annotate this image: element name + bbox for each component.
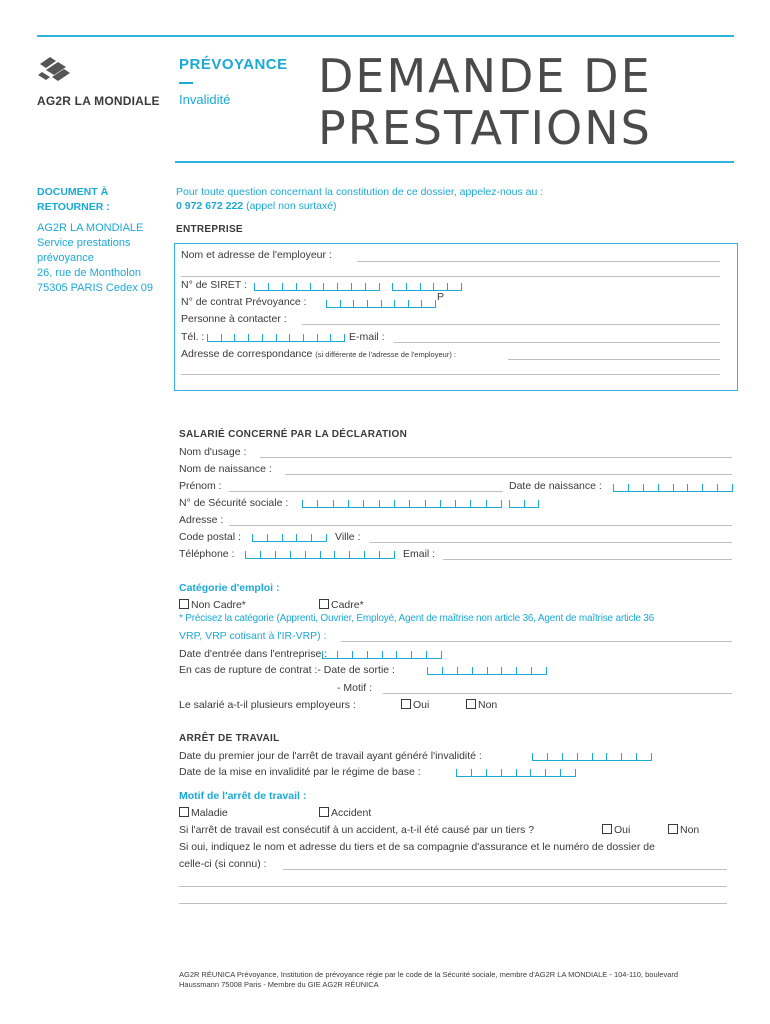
corr-address-field[interactable] (508, 359, 720, 360)
motif-arret-title: Motif de l'arrêt de travail : (179, 790, 307, 802)
address-field[interactable] (229, 525, 732, 526)
employer-name-label: Nom et adresse de l'employeur : (181, 249, 332, 261)
address-line: 26, rue de Montholon (37, 267, 141, 279)
footer-line2: Haussmann 75008 Paris - Membre du GIE AG2R RÉUNICA (179, 980, 379, 989)
third-party-field-3[interactable] (179, 903, 727, 904)
section-title-entreprise: ENTREPRISE (176, 224, 243, 235)
return-heading-line2: RETOURNER : (37, 201, 110, 213)
phone-note: (appel non surtaxé) (243, 200, 337, 212)
postal-code-field[interactable] (252, 534, 327, 542)
multi-employers-non[interactable] (466, 699, 497, 711)
corr-address-note: (si différente de l'adresse de l'employeur) : (315, 350, 456, 359)
contact-label: Personne à contacter : (181, 313, 287, 325)
address-label: Adresse : (179, 514, 224, 526)
birth-name-field[interactable] (285, 474, 732, 475)
third-party-field[interactable] (283, 869, 727, 870)
third-party-oui[interactable] (602, 824, 630, 836)
entry-date-label: Date d'entrée dans l'entreprise : (179, 648, 328, 660)
corr-address-text: Adresse de correspondance (181, 348, 313, 360)
third-party-non[interactable] (668, 824, 699, 836)
email-field[interactable] (394, 342, 720, 343)
multi-employers-oui-checkbox[interactable] (401, 699, 411, 709)
top-rule (37, 35, 734, 37)
oui-label: Oui (413, 699, 430, 711)
salarie-email-field[interactable] (443, 559, 732, 560)
non-cadre-option[interactable] (179, 599, 246, 611)
multi-employers-label: Le salarié a-t-il plusieurs employeurs : (179, 699, 356, 711)
rupture-label: En cas de rupture de contrat :- Date de sortie : (179, 664, 395, 676)
employer-address-field[interactable] (181, 276, 720, 277)
third-party-field-2[interactable] (179, 886, 727, 887)
header-bottom-rule (175, 161, 734, 163)
section-title-arret: ARRÊT DE TRAVAIL (179, 733, 280, 744)
section-title-salarie: SALARIÉ CONCERNÉ PAR LA DÉCLARATION (179, 429, 408, 440)
page-title-line1: DEMANDE DE (318, 49, 652, 103)
city-label: Ville : (335, 531, 361, 543)
contract-label: N° de contrat Prévoyance : (181, 296, 307, 308)
brand-dash (179, 82, 193, 84)
siret-nic-field[interactable] (392, 283, 462, 291)
third-party-oui-checkbox[interactable] (602, 824, 612, 834)
category-note-line1: * Précisez la catégorie (Apprenti, Ouvrier, Employé, Agent de maîtrise non article 36, Agent de maîtrise article 36 (179, 613, 655, 624)
non-label: Non (478, 699, 498, 711)
accident-option[interactable] (319, 807, 371, 819)
usage-name-label: Nom d'usage : (179, 446, 247, 458)
phone-label: Téléphone : (179, 548, 235, 560)
phone-field[interactable] (245, 551, 395, 559)
first-name-field[interactable] (229, 491, 503, 492)
first-day-field[interactable] (532, 753, 652, 761)
corr-address-label (181, 348, 456, 360)
non-label: Non (680, 824, 700, 836)
cadre-checkbox[interactable] (319, 599, 329, 609)
page-title (318, 50, 652, 154)
ssn-field[interactable] (302, 500, 502, 508)
first-day-label: Date du premier jour de l'arrêt de travail ayant généré l'invalidité : (179, 750, 482, 762)
oui-label: Oui (614, 824, 631, 836)
siret-label: N° de SIRET : (181, 279, 247, 291)
tel-label: Tél. : (181, 331, 205, 343)
exit-date-field[interactable] (427, 667, 547, 675)
multi-employers-non-checkbox[interactable] (466, 699, 476, 709)
salarie-email-label: Email : (403, 548, 436, 560)
footer-line1: AG2R RÉUNICA Prévoyance, Institution de prévoyance régie par le code de la Sécurité sociale, membre d'AG2R LA MONDIALE - 104-110, boulevard (179, 970, 679, 979)
maladie-checkbox[interactable] (179, 807, 189, 817)
ssn-key-field[interactable] (509, 500, 539, 508)
city-field[interactable] (370, 542, 732, 543)
intro-text (176, 185, 736, 213)
category-note-line2: VRP, VRP cotisant à l'IR-VRP) : (179, 630, 327, 642)
cadre-label: Cadre* (331, 599, 364, 611)
entry-date-field[interactable] (322, 651, 442, 659)
motif-label: - Motif : (337, 682, 373, 694)
third-party-question: Si l'arrêt de travail est consécutif à un accident, a-t-il été causé par un tiers ? (179, 824, 535, 836)
contract-suffix: P (437, 291, 445, 303)
non-cadre-checkbox[interactable] (179, 599, 189, 609)
multi-employers-oui[interactable] (401, 699, 429, 711)
cadre-option[interactable] (319, 599, 364, 611)
contact-field[interactable] (302, 324, 720, 325)
return-heading-line1: DOCUMENT À (37, 186, 109, 198)
email-label: E-mail : (349, 331, 385, 343)
accident-checkbox[interactable] (319, 807, 329, 817)
postal-code-label: Code postal : (179, 531, 241, 543)
return-address-block (37, 185, 172, 296)
maladie-option[interactable] (179, 807, 228, 819)
invalidity-date-label: Date de la mise en invalidité par le régime de base : (179, 766, 421, 778)
birth-date-field[interactable] (613, 484, 733, 492)
page-title-line2: PRESTATIONS (318, 101, 652, 155)
motif-field[interactable] (383, 693, 732, 694)
birth-date-label: Date de naissance : (509, 480, 602, 492)
corr-address-field-2[interactable] (181, 374, 720, 375)
address-line: Service prestations (37, 237, 131, 249)
category-field[interactable] (341, 641, 732, 642)
phone-number: 0 972 672 222 (176, 200, 244, 212)
accident-label: Accident (331, 807, 372, 819)
maladie-label: Maladie (191, 807, 228, 819)
address-line: 75305 PARIS Cedex 09 (37, 282, 153, 294)
non-cadre-label: Non Cadre* (191, 599, 246, 611)
intro-line: Pour toute question concernant la constitution de ce dossier, appelez-nous au : (176, 186, 544, 198)
tel-field[interactable] (207, 334, 345, 342)
footer-legal (179, 970, 739, 990)
ssn-label: N° de Sécurité sociale : (179, 497, 289, 509)
logo-text: AG2R LA MONDIALE (37, 94, 160, 108)
third-party-details-line2: celle-ci (si connu) : (179, 858, 267, 870)
birth-name-label: Nom de naissance : (179, 463, 272, 475)
usage-name-field[interactable] (260, 457, 732, 458)
section-title-categorie: Catégorie d'emploi : (179, 582, 280, 594)
third-party-details-line1: Si oui, indiquez le nom et adresse du tiers et de sa compagnie d'assurance et le numéro de dossier de (179, 841, 655, 853)
employer-name-field[interactable] (357, 261, 720, 262)
brand-label: PRÉVOYANCE (179, 56, 288, 73)
company-logo (36, 56, 76, 88)
first-name-label: Prénom : (179, 480, 222, 492)
siret-field[interactable] (254, 283, 380, 291)
brand-subtitle: Invalidité (179, 92, 231, 107)
address-line: AG2R LA MONDIALE (37, 222, 144, 234)
third-party-non-checkbox[interactable] (668, 824, 678, 834)
address-line: prévoyance (37, 252, 94, 264)
logo-mark-icon (36, 56, 76, 88)
contract-field[interactable] (326, 300, 436, 308)
invalidity-date-field[interactable] (456, 769, 576, 777)
